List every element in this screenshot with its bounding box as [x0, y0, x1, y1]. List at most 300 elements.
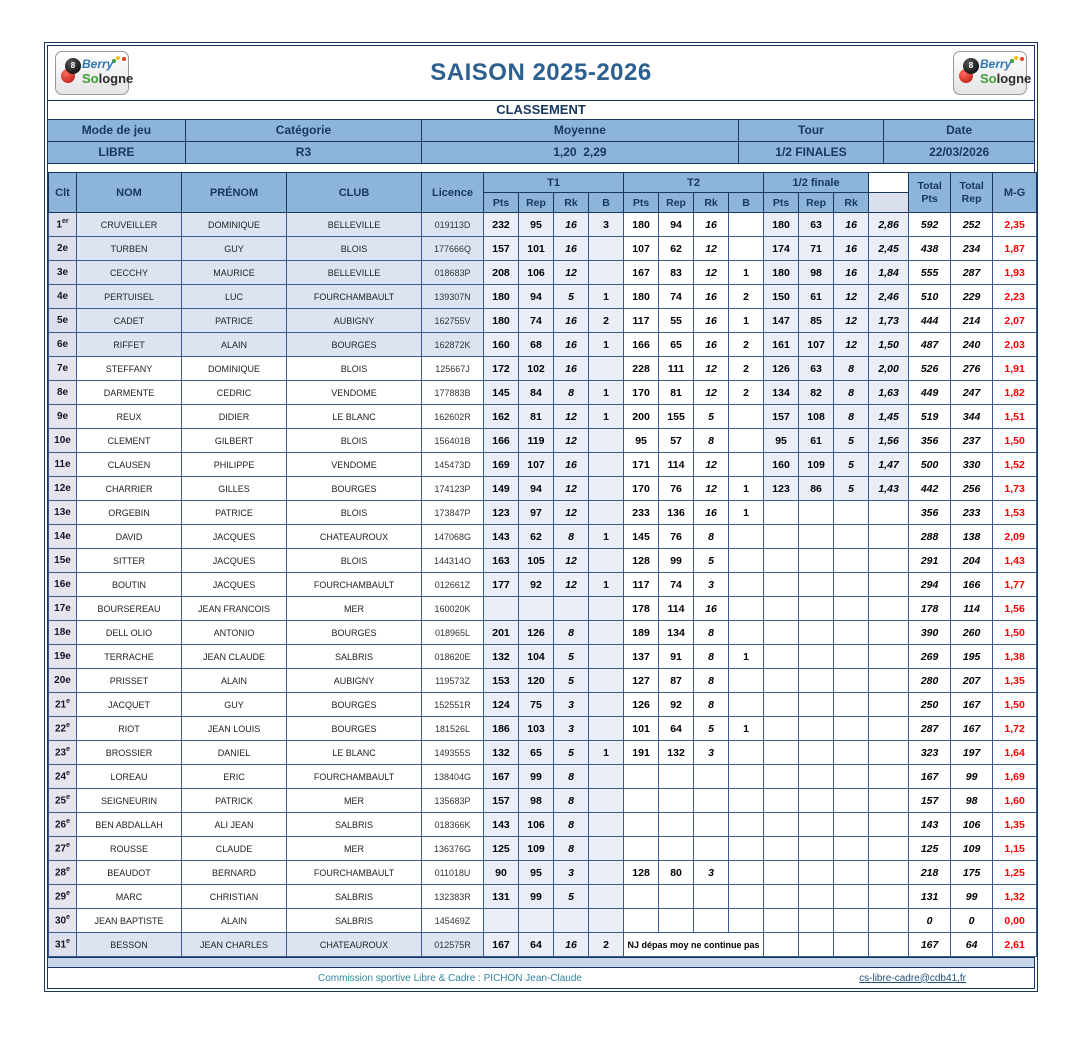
t1-cell: 74 — [519, 309, 554, 333]
demi-finale-cell — [764, 621, 799, 645]
total-pts-cell: 288 — [909, 525, 951, 549]
moyenne-cell: 1,56 — [869, 429, 909, 453]
licence-cell: 162872K — [422, 333, 484, 357]
player-row — [49, 357, 1037, 381]
total-pts-cell: 555 — [909, 261, 951, 285]
t1-cell: 12 — [554, 429, 589, 453]
t1-cell — [589, 357, 624, 381]
t2-cell — [659, 813, 694, 837]
t2-cell: 16 — [694, 333, 729, 357]
t2-cell — [729, 429, 764, 453]
total-label: Total — [959, 180, 984, 193]
player-row — [49, 453, 1037, 477]
nom-cell: REUX — [77, 405, 182, 429]
t1-cell: 109 — [519, 837, 554, 861]
sub-header-rep: Rep — [519, 193, 554, 213]
t2-cell: 3 — [694, 861, 729, 885]
nom-cell: BESSON — [77, 933, 182, 957]
t2-cell — [624, 789, 659, 813]
total-pts-cell: 131 — [909, 885, 951, 909]
t1-cell — [589, 813, 624, 837]
t1-cell: 90 — [484, 861, 519, 885]
t2-cell — [729, 669, 764, 693]
t2-cell: 111 — [659, 357, 694, 381]
col-header-licence: Licence — [422, 173, 484, 213]
mg-cell: 1,52 — [993, 453, 1037, 477]
t2-cell: 83 — [659, 261, 694, 285]
total-pts-cell: 218 — [909, 861, 951, 885]
total-rep-cell: 233 — [951, 501, 993, 525]
demi-finale-cell — [834, 813, 869, 837]
t2-cell — [729, 573, 764, 597]
t1-cell — [484, 597, 519, 621]
demi-finale-cell: 157 — [764, 405, 799, 429]
t2-cell — [659, 837, 694, 861]
nom-cell: TERRACHE — [77, 645, 182, 669]
t1-cell: 160 — [484, 333, 519, 357]
player-row — [49, 285, 1037, 309]
t1-cell: 2 — [589, 309, 624, 333]
demi-finale-cell — [764, 717, 799, 741]
t2-cell: 12 — [694, 357, 729, 381]
mg-cell: 1,15 — [993, 837, 1037, 861]
total-rep-cell: 204 — [951, 549, 993, 573]
player-row — [49, 621, 1037, 645]
demi-finale-cell: 5 — [834, 453, 869, 477]
demi-finale-cell — [834, 597, 869, 621]
player-row — [49, 381, 1037, 405]
total-pts-cell: 519 — [909, 405, 951, 429]
club-cell: BLOIS — [287, 429, 422, 453]
t1-cell: 166 — [484, 429, 519, 453]
nom-cell: DAVID — [77, 525, 182, 549]
t2-cell: 8 — [694, 621, 729, 645]
nom-cell: MARC — [77, 885, 182, 909]
rank-cell: 12e — [49, 477, 77, 501]
t1-cell: 106 — [519, 813, 554, 837]
total-rep-cell: 260 — [951, 621, 993, 645]
total-rep-cell: 207 — [951, 669, 993, 693]
nom-cell: BEN ABDALLAH — [77, 813, 182, 837]
t2-cell — [694, 765, 729, 789]
prenom-cell: DIDIER — [182, 405, 287, 429]
mg-cell: 2,61 — [993, 933, 1037, 957]
t1-cell: 3 — [554, 861, 589, 885]
page-title: SAISON 2025-2026 — [430, 59, 652, 86]
rank-cell: 29e — [49, 885, 77, 909]
demi-finale-cell: 180 — [764, 261, 799, 285]
mg-cell: 1,35 — [993, 813, 1037, 837]
nom-cell: PRISSET — [77, 669, 182, 693]
t1-cell: 5 — [554, 885, 589, 909]
demi-finale-cell — [764, 765, 799, 789]
demi-finale-cell: 8 — [834, 405, 869, 429]
t1-cell: 132 — [484, 645, 519, 669]
rank-cell: 4e — [49, 285, 77, 309]
total-rep-cell: 234 — [951, 237, 993, 261]
t1-cell — [589, 837, 624, 861]
club-cell: VENDOME — [287, 453, 422, 477]
player-row — [49, 333, 1037, 357]
moyenne-cell — [869, 741, 909, 765]
t2-cell: 200 — [624, 405, 659, 429]
demi-finale-cell — [799, 741, 834, 765]
player-row — [49, 837, 1037, 861]
moyenne-cell — [869, 789, 909, 813]
nom-cell: JEAN BAPTISTE — [77, 909, 182, 933]
logo-sologne-text — [82, 72, 133, 85]
info-header-categorie: Catégorie — [186, 120, 423, 141]
total-pts-cell: 125 — [909, 837, 951, 861]
t2-cell: 92 — [659, 693, 694, 717]
mg-cell: 1,35 — [993, 669, 1037, 693]
t1-cell — [589, 645, 624, 669]
prenom-cell: ANTONIO — [182, 621, 287, 645]
t2-cell: 1 — [729, 309, 764, 333]
moyenne-cell: 1,63 — [869, 381, 909, 405]
club-cell: FOURCHAMBAULT — [287, 765, 422, 789]
t2-cell: 117 — [624, 309, 659, 333]
t1-cell: 65 — [519, 741, 554, 765]
club-cell: BLOIS — [287, 501, 422, 525]
rank-cell: 26e — [49, 813, 77, 837]
player-row — [49, 765, 1037, 789]
t2-cell — [624, 885, 659, 909]
player-row — [49, 645, 1037, 669]
t1-cell — [589, 861, 624, 885]
info-value-moyenne: 1,20 2,29 — [422, 142, 738, 163]
player-row — [49, 885, 1037, 909]
licence-cell: 162755V — [422, 309, 484, 333]
club-cell: CHATEAUROUX — [287, 525, 422, 549]
club-cell: CHATEAUROUX — [287, 933, 422, 957]
t1-cell: 149 — [484, 477, 519, 501]
total-rep-cell: 167 — [951, 717, 993, 741]
t2-cell — [729, 549, 764, 573]
total-rep-cell: 167 — [951, 693, 993, 717]
t2-cell — [729, 597, 764, 621]
mg-cell: 1,56 — [993, 597, 1037, 621]
total-rep-cell: 237 — [951, 429, 993, 453]
t2-cell: 107 — [624, 237, 659, 261]
mg-cell: 1,60 — [993, 789, 1037, 813]
demi-finale-cell — [799, 717, 834, 741]
mg-cell: 2,23 — [993, 285, 1037, 309]
t2-cell: 2 — [729, 285, 764, 309]
t2-cell: 5 — [694, 717, 729, 741]
mg-cell: 1,69 — [993, 765, 1037, 789]
rank-cell: 6e — [49, 333, 77, 357]
player-row — [49, 429, 1037, 453]
t1-cell: 163 — [484, 549, 519, 573]
t1-cell: 143 — [484, 813, 519, 837]
rank-cell: 11e — [49, 453, 77, 477]
t2-cell — [659, 909, 694, 933]
col-header-prenom: PRÉNOM — [182, 173, 287, 213]
col-header-blank — [869, 173, 909, 193]
total-label: Total — [917, 180, 942, 193]
t2-cell: 64 — [659, 717, 694, 741]
total-rep-cell: 256 — [951, 477, 993, 501]
total-rep-cell: 229 — [951, 285, 993, 309]
demi-finale-cell — [834, 549, 869, 573]
footer — [48, 967, 1034, 988]
t2-cell: 16 — [694, 597, 729, 621]
t2-cell: 12 — [694, 237, 729, 261]
total-rep-cell: 195 — [951, 645, 993, 669]
moyenne-cell — [869, 717, 909, 741]
moyenne-cell — [869, 693, 909, 717]
t2-cell: 189 — [624, 621, 659, 645]
t2-cell: 12 — [694, 381, 729, 405]
t1-cell: 12 — [554, 549, 589, 573]
t1-cell: 131 — [484, 885, 519, 909]
rank-cell: 18e — [49, 621, 77, 645]
t1-cell: 8 — [554, 621, 589, 645]
licence-cell: 162602R — [422, 405, 484, 429]
t2-cell: 117 — [624, 573, 659, 597]
t2-cell: 178 — [624, 597, 659, 621]
club-cell: AUBIGNY — [287, 309, 422, 333]
t1-cell: 5 — [554, 645, 589, 669]
t1-cell — [554, 597, 589, 621]
total-rep-cell: 138 — [951, 525, 993, 549]
prenom-cell: ALI JEAN — [182, 813, 287, 837]
nom-cell: STEFFANY — [77, 357, 182, 381]
sub-header-b: B — [589, 193, 624, 213]
demi-finale-cell — [764, 909, 799, 933]
rank-cell: 15e — [49, 549, 77, 573]
rank-cell: 7e — [49, 357, 77, 381]
demi-finale-cell: 61 — [799, 285, 834, 309]
nom-cell: DARMENTE — [77, 381, 182, 405]
spacer — [48, 164, 1034, 172]
col-header-club: CLUB — [287, 173, 422, 213]
demi-finale-cell — [799, 621, 834, 645]
total-pts-cell: 500 — [909, 453, 951, 477]
total-pts-cell: 291 — [909, 549, 951, 573]
nom-cell: JACQUET — [77, 693, 182, 717]
table-header-row — [49, 173, 1037, 193]
club-cell: FOURCHAMBAULT — [287, 285, 422, 309]
t2-cell — [624, 837, 659, 861]
t1-cell: 180 — [484, 285, 519, 309]
t1-cell: 16 — [554, 453, 589, 477]
club-cell: SALBRIS — [287, 909, 422, 933]
t2-cell: 114 — [659, 597, 694, 621]
prenom-cell: JACQUES — [182, 549, 287, 573]
col-header-mg: M-G — [993, 173, 1037, 213]
total-rep-cell: 64 — [951, 933, 993, 957]
mg-cell: 1,32 — [993, 885, 1037, 909]
t1-cell — [589, 429, 624, 453]
nom-cell: CLAUSEN — [77, 453, 182, 477]
demi-finale-cell: 98 — [799, 261, 834, 285]
nom-cell: CRUVEILLER — [77, 213, 182, 237]
t1-cell: 84 — [519, 381, 554, 405]
t1-cell — [589, 765, 624, 789]
t2-cell: 233 — [624, 501, 659, 525]
total-rep-cell: 109 — [951, 837, 993, 861]
t1-cell: 1 — [589, 381, 624, 405]
t2-cell: 57 — [659, 429, 694, 453]
rank-cell: 8e — [49, 381, 77, 405]
col-header-demi-finale: 1/2 finale — [764, 173, 869, 193]
total-rep-cell: 252 — [951, 213, 993, 237]
rank-cell: 16e — [49, 573, 77, 597]
t1-cell: 92 — [519, 573, 554, 597]
t1-cell: 1 — [589, 333, 624, 357]
info-header-moyenne: Moyenne — [422, 120, 738, 141]
demi-finale-cell: 63 — [799, 357, 834, 381]
player-row — [49, 573, 1037, 597]
licence-cell: 018620E — [422, 645, 484, 669]
prenom-cell: JACQUES — [182, 573, 287, 597]
player-row — [49, 789, 1037, 813]
total-rep-cell: 247 — [951, 381, 993, 405]
rank-cell: 24e — [49, 765, 77, 789]
t2-cell: 62 — [659, 237, 694, 261]
t2-cell: 136 — [659, 501, 694, 525]
mg-cell: 1,51 — [993, 405, 1037, 429]
licence-cell: 019113D — [422, 213, 484, 237]
t2-cell — [729, 837, 764, 861]
moyenne-cell — [869, 861, 909, 885]
player-row — [49, 477, 1037, 501]
t2-cell: 76 — [659, 525, 694, 549]
mg-cell: 1,82 — [993, 381, 1037, 405]
t2-cell — [729, 453, 764, 477]
moyenne-cell: 1,84 — [869, 261, 909, 285]
t2-cell: 180 — [624, 285, 659, 309]
licence-cell: 147068G — [422, 525, 484, 549]
player-row — [49, 405, 1037, 429]
t1-cell: 95 — [519, 861, 554, 885]
t1-cell — [589, 669, 624, 693]
t2-cell: 137 — [624, 645, 659, 669]
moyenne-cell — [869, 909, 909, 933]
sub-header-pts: Pts — [484, 193, 519, 213]
t2-cell — [694, 813, 729, 837]
club-cell: BOURGES — [287, 693, 422, 717]
demi-finale-cell — [799, 573, 834, 597]
t1-cell — [589, 789, 624, 813]
t1-cell: 186 — [484, 717, 519, 741]
col-header-clt: Clt — [49, 173, 77, 213]
total-rep-cell: 240 — [951, 333, 993, 357]
t1-cell: 16 — [554, 237, 589, 261]
berry-sologne-logo-right — [953, 51, 1032, 95]
prenom-cell: CLAUDE — [182, 837, 287, 861]
t1-cell: 12 — [554, 261, 589, 285]
rank-cell: 23e — [49, 741, 77, 765]
logo-sologne-text — [980, 72, 1031, 85]
demi-finale-cell — [764, 861, 799, 885]
t1-cell: 104 — [519, 645, 554, 669]
t1-cell — [589, 501, 624, 525]
licence-cell: 125667J — [422, 357, 484, 381]
player-row — [49, 813, 1037, 837]
moyenne-cell: 2,00 — [869, 357, 909, 381]
licence-cell: 174123P — [422, 477, 484, 501]
prenom-cell: JACQUES — [182, 525, 287, 549]
t2-cell: 8 — [694, 525, 729, 549]
demi-finale-cell — [799, 645, 834, 669]
moyenne-cell: 1,43 — [869, 477, 909, 501]
t1-cell: 125 — [484, 837, 519, 861]
demi-finale-cell: 123 — [764, 477, 799, 501]
rank-cell: 13e — [49, 501, 77, 525]
demi-finale-cell: 12 — [834, 285, 869, 309]
demi-finale-cell: 85 — [799, 309, 834, 333]
t1-cell: 16 — [554, 357, 589, 381]
nom-cell: BOUTIN — [77, 573, 182, 597]
t2-cell: 2 — [729, 381, 764, 405]
prenom-cell: PATRICE — [182, 501, 287, 525]
t1-cell — [589, 237, 624, 261]
t2-cell — [729, 765, 764, 789]
mg-cell: 2,09 — [993, 525, 1037, 549]
rank-cell: 30e — [49, 909, 77, 933]
rank-cell: 19e — [49, 645, 77, 669]
sub-header-rep: Rep — [659, 193, 694, 213]
total-rep-cell: 344 — [951, 405, 993, 429]
demi-finale-cell — [799, 909, 834, 933]
demi-finale-cell: 8 — [834, 381, 869, 405]
t2-cell: 3 — [694, 573, 729, 597]
col-header-nom: NOM — [77, 173, 182, 213]
total-pts-cell: 167 — [909, 933, 951, 957]
t1-cell: 169 — [484, 453, 519, 477]
licence-cell: 139307N — [422, 285, 484, 309]
total-pts-cell: 438 — [909, 237, 951, 261]
email-link[interactable]: cs-libre-cadre@cdb41.fr — [859, 972, 966, 984]
demi-finale-cell — [764, 933, 799, 957]
total-rep-cell: 106 — [951, 813, 993, 837]
t2-cell: 228 — [624, 357, 659, 381]
t2-cell — [729, 237, 764, 261]
t1-cell: 62 — [519, 525, 554, 549]
t2-cell — [729, 885, 764, 909]
t2-cell: 5 — [694, 549, 729, 573]
demi-finale-cell — [799, 597, 834, 621]
logo-text — [82, 58, 133, 85]
t2-cell: 132 — [659, 741, 694, 765]
club-cell: BOURGES — [287, 621, 422, 645]
demi-finale-cell — [799, 501, 834, 525]
info-header-tour: Tour — [739, 120, 885, 141]
licence-cell: 135683P — [422, 789, 484, 813]
total-pts-cell: 280 — [909, 669, 951, 693]
t1-cell: 172 — [484, 357, 519, 381]
player-row — [49, 237, 1037, 261]
t2-cell: 127 — [624, 669, 659, 693]
t2-cell — [694, 885, 729, 909]
player-row — [49, 693, 1037, 717]
prenom-cell: MAURICE — [182, 261, 287, 285]
total-rep-cell: 114 — [951, 597, 993, 621]
demi-finale-cell: 61 — [799, 429, 834, 453]
mg-cell: 1,72 — [993, 717, 1037, 741]
t1-cell — [589, 909, 624, 933]
t1-cell: 157 — [484, 237, 519, 261]
info-value-mode: LIBRE — [48, 142, 186, 163]
demi-finale-cell — [764, 645, 799, 669]
t1-cell: 75 — [519, 693, 554, 717]
t2-cell — [729, 525, 764, 549]
info-value-date: 22/03/2026 — [929, 145, 990, 159]
t1-cell: 12 — [554, 405, 589, 429]
